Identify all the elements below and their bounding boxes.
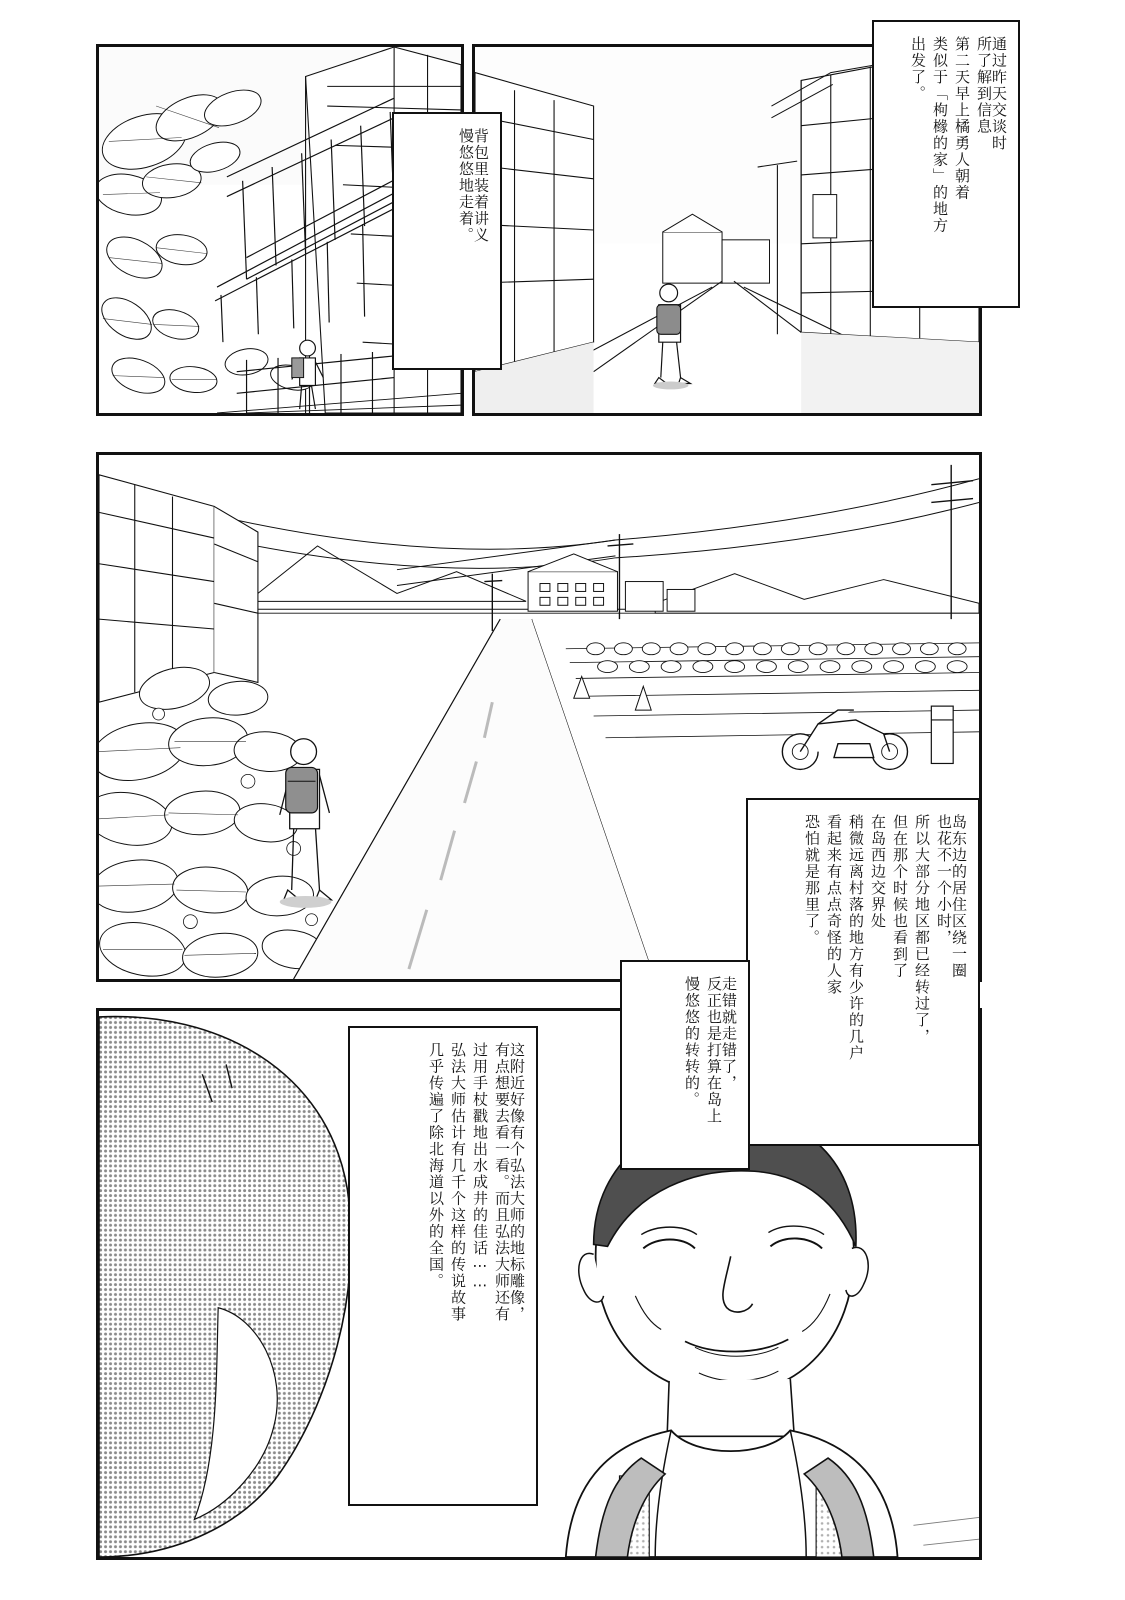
narration-line: 背包里装着讲义	[472, 128, 490, 244]
narration-line: 弘法大师估计有几千个这样的传说故事	[449, 1042, 467, 1323]
narration-line: 有点想要去看一看。而且弘法大师还有	[493, 1042, 511, 1323]
narration-line: 类似于「枸橼的家」的地方	[931, 36, 949, 234]
narration-box-wrong-way	[620, 960, 750, 1170]
narration-box-kobo-daishi	[348, 1026, 538, 1506]
narration-line: 过用手杖戳地出水成井的佳话⋯⋯	[471, 1042, 489, 1296]
narration-line: 走错就走错了，	[720, 976, 738, 1092]
narration-line: 但在那个时候也看到了	[891, 814, 909, 979]
narration-line: 几乎传遍了除北海道以外的全国。	[427, 1042, 445, 1290]
narration-line: 所以大部分地区都已经转过了，	[913, 814, 931, 1045]
narration-line: 看起来有点点奇怪的人家	[825, 814, 843, 996]
narration-line: 稍微远离村落的地方有少许的几户	[847, 814, 865, 1062]
narration-line: 慢悠悠地走着。	[457, 128, 475, 244]
narration-line: 在岛西边交界处	[869, 814, 887, 930]
narration-line: 反正也是打算在岛上	[705, 976, 723, 1125]
narration-line: 岛东边的居住区绕一圈	[950, 814, 968, 979]
narration-box-backpack	[392, 112, 502, 370]
narration-line: 慢悠悠的转转的。	[683, 976, 701, 1108]
narration-line: 也花不一个小时，	[935, 814, 953, 946]
narration-box-island-survey	[746, 798, 980, 1146]
narration-line: 所了解到信息	[975, 36, 993, 135]
narration-line: 通过昨天交谈时	[990, 36, 1008, 152]
narration-box-departure	[872, 20, 1020, 308]
narration-line: 出发了。	[909, 36, 927, 102]
narration-line: 恐怕就是那里了。	[803, 814, 821, 946]
narration-line: 这附近好像有个弘法大师的地标雕像，	[508, 1042, 526, 1323]
narration-line: 第二天早上橘勇人朝着	[953, 36, 971, 201]
